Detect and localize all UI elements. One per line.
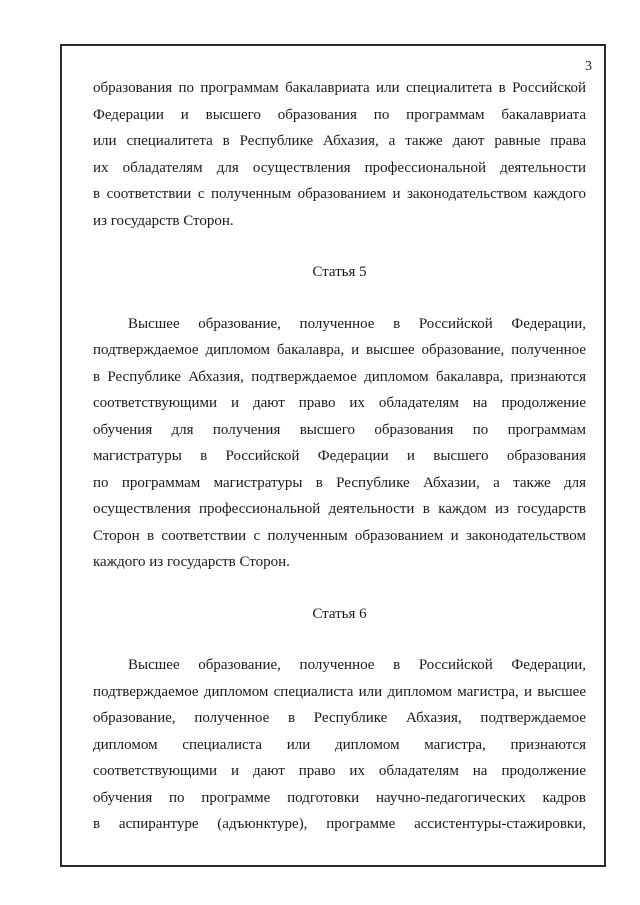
- article-5-heading: Статья 5: [312, 264, 367, 280]
- text-line: Высшее образование, полученное в Российской Федерации,: [128, 657, 586, 673]
- text-line: осуществления профессиональной деятельности в каждом из государств: [93, 501, 586, 517]
- text-line: подтверждаемое дипломом специалиста или дипломом магистра, и высшее: [93, 683, 586, 700]
- text-line: в Республике Абхазия, подтверждаемое дипломом бакалавра, признаются: [93, 368, 586, 385]
- text-line: Высшее образование, полученное в Российской Федерации,: [128, 315, 586, 332]
- text-line: обучения для получения высшего образования по программам: [93, 421, 586, 438]
- text-line: или специалитета в Республике Абхазия, а также дают равные права: [93, 133, 586, 149]
- text-line: соответствующими и дают право их обладателям на продолжение: [93, 763, 586, 779]
- text-line: в аспирантуре (адъюнктуре), программе ассистентуры-стажировки,: [93, 816, 586, 832]
- paragraph-continuation: [93, 75, 586, 234]
- text-line: обучения по программе подготовки научно-педагогических кадров: [93, 789, 586, 806]
- text-line: Сторон в соответствии с полученным образованием и законодательством: [93, 527, 586, 544]
- text-line: Федерации и высшего образования по программам бакалавриата: [93, 106, 586, 123]
- article-5-paragraph: [93, 311, 586, 576]
- document-body: [93, 75, 586, 838]
- text-line: магистратуры в Российской Федерации и высшего образования: [93, 448, 586, 464]
- text-line: каждого из государств Сторон.: [93, 554, 290, 570]
- text-line: соответствующими и дают право их обладателям на продолжение: [93, 395, 586, 411]
- text-line: дипломом специалиста или дипломом магистра, признаются: [93, 736, 586, 753]
- spacer: [93, 627, 586, 652]
- spacer: [93, 576, 586, 601]
- spacer: [93, 286, 586, 311]
- text-line: в соответствии с полученным образованием и законодательством каждого: [93, 186, 586, 202]
- text-line: из государств Сторон.: [93, 212, 234, 229]
- text-line: их обладателям для осуществления профессиональной деятельности: [93, 159, 586, 176]
- text-line: образование, полученное в Республике Абхазия, подтверждаемое: [93, 710, 586, 726]
- article-6-paragraph: [93, 652, 586, 838]
- text-line: подтверждаемое дипломом бакалавра, и высшее образование, полученное: [93, 342, 586, 358]
- text-line: по программам магистратуры в Республике Абхазии, а также для: [93, 474, 586, 491]
- page-number: 3: [585, 59, 592, 74]
- spacer: [93, 234, 586, 259]
- text-line: образования по программам бакалавриата или специалитета в Российской: [93, 80, 586, 96]
- article-6-heading: Статья 6: [312, 605, 367, 622]
